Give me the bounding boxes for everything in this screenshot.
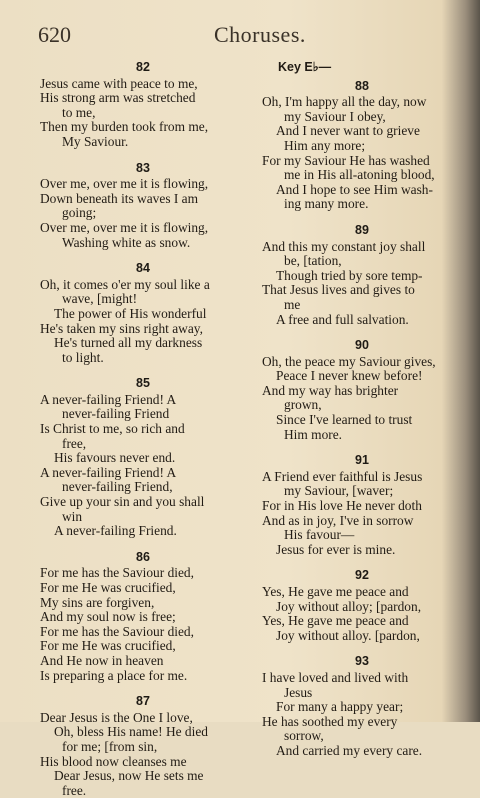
chorus-line: And this my constant joy shall bbox=[262, 238, 426, 254]
chorus-line: me bbox=[284, 296, 301, 312]
chorus-line: My sins are forgiven, bbox=[40, 594, 155, 610]
chorus-gap bbox=[262, 442, 462, 453]
chorus-number: 85 bbox=[136, 376, 150, 391]
chorus-line: Is Christ to me, so rich and bbox=[40, 421, 185, 437]
chorus-line: Oh, it comes o'er my soul like a bbox=[40, 276, 210, 292]
chorus-number: 90 bbox=[355, 338, 369, 353]
chorus-line: Jesus for ever is mine. bbox=[276, 541, 396, 557]
chorus-line: His favours never end. bbox=[54, 450, 176, 466]
chorus-line: For in His love He never doth bbox=[262, 498, 422, 514]
chorus-line: to light. bbox=[62, 349, 104, 365]
chorus-line: His favour— bbox=[284, 527, 355, 543]
right-column bbox=[262, 60, 462, 759]
chorus-line: Oh, the peace my Saviour gives, bbox=[262, 353, 436, 369]
chorus-line: my Saviour, [waver; bbox=[284, 483, 394, 499]
chorus-line: A free and full salvation. bbox=[276, 311, 409, 327]
chorus-87 bbox=[40, 694, 246, 798]
chorus-90 bbox=[262, 338, 462, 442]
chorus-line: Him more. bbox=[284, 426, 343, 442]
chorus-number: 93 bbox=[355, 654, 369, 669]
chorus-line: He's turned all my darkness bbox=[54, 335, 203, 351]
chorus-line: free, bbox=[62, 435, 87, 451]
chorus-83 bbox=[40, 161, 246, 251]
chorus-line: Yes, He gave me peace and bbox=[262, 613, 409, 629]
page-number: 620 bbox=[38, 22, 71, 47]
chorus-93 bbox=[262, 654, 462, 758]
chorus-line: For me He was crucified, bbox=[40, 580, 176, 595]
chorus-88 bbox=[262, 79, 462, 212]
chorus-line: Jesus came with peace to me, bbox=[40, 75, 198, 91]
chorus-line: My Saviour. bbox=[62, 133, 129, 149]
chorus-line: A never-failing Friend! A bbox=[40, 464, 177, 480]
chorus-line: Then my burden took from me, bbox=[40, 119, 209, 135]
chorus-line: And I never want to grieve bbox=[276, 123, 420, 139]
chorus-line: Washing white as snow. bbox=[62, 234, 191, 250]
chorus-number: 92 bbox=[355, 568, 369, 583]
chorus-gap bbox=[262, 212, 462, 223]
chorus-85 bbox=[40, 376, 246, 539]
chorus-line: Joy without alloy. [pardon, bbox=[276, 627, 420, 643]
chorus-line: Give up your sin and you shall bbox=[40, 494, 205, 510]
chorus-line: Him any more; bbox=[284, 137, 366, 153]
chorus-89 bbox=[262, 223, 462, 327]
chorus-line: Peace I never knew before! bbox=[276, 368, 423, 384]
chorus-line: The power of His wonderful bbox=[54, 305, 207, 321]
chorus-line: A never-failing Friend! A bbox=[40, 391, 177, 407]
chorus-line: And carried my every care. bbox=[276, 742, 423, 758]
right-column-body bbox=[262, 79, 462, 759]
chorus-line: wave, [might! bbox=[62, 291, 138, 307]
chorus-line: Over me, over me it is flowing, bbox=[40, 219, 209, 235]
chorus-line: And as in joy, I've in sorrow bbox=[262, 512, 414, 528]
chorus-number: 83 bbox=[136, 160, 150, 175]
chorus-number: 82 bbox=[136, 60, 150, 74]
chorus-line: I have loved and lived with bbox=[262, 669, 409, 685]
page-title: Choruses. bbox=[214, 22, 306, 47]
chorus-line: A never-failing Friend. bbox=[54, 523, 177, 539]
chorus-line: Since I've learned to trust bbox=[276, 412, 413, 428]
chorus-line: And I hope to see Him wash- bbox=[276, 181, 433, 197]
left-column bbox=[40, 60, 246, 798]
chorus-gap bbox=[40, 150, 246, 161]
chorus-line: Dear Jesus, now He sets me bbox=[54, 768, 204, 784]
chorus-line: never-failing Friend bbox=[62, 406, 170, 422]
chorus-line: me in His all-atoning blood, bbox=[284, 167, 435, 183]
chorus-line: Over me, over me it is flowing, bbox=[40, 176, 209, 192]
chorus-number: 91 bbox=[355, 453, 369, 468]
chorus-line: Oh, bless His name! He died bbox=[54, 724, 208, 740]
chorus-line: never-failing Friend, bbox=[62, 479, 173, 495]
chorus-line: For me has the Saviour died, bbox=[40, 623, 194, 639]
chorus-92 bbox=[262, 568, 462, 643]
chorus-gap bbox=[40, 365, 246, 376]
chorus-line: Down beneath its waves I am bbox=[40, 190, 199, 206]
chorus-line: And my way has brighter bbox=[262, 382, 399, 398]
chorus-line: to me, bbox=[62, 104, 96, 120]
chorus-line: For me has the Saviour died, bbox=[40, 565, 194, 581]
chorus-86 bbox=[40, 550, 246, 683]
chorus-line: And my soul now is free; bbox=[40, 609, 176, 625]
chorus-line: For my Saviour He has washed bbox=[262, 152, 430, 168]
chorus-line: Dear Jesus is the One I love, bbox=[40, 709, 193, 725]
chorus-number: 86 bbox=[136, 549, 150, 564]
key-signature: Key E♭— bbox=[278, 60, 332, 74]
chorus-line: He's taken my sins right away, bbox=[40, 320, 203, 336]
chorus-line: A Friend ever faithful is Jesus bbox=[262, 468, 423, 484]
chorus-line: win bbox=[62, 508, 83, 524]
chorus-gap bbox=[262, 557, 462, 568]
chorus-line: my Saviour I obey, bbox=[284, 108, 386, 124]
chorus-line: ing many more. bbox=[284, 196, 369, 212]
chorus-line: And He now in heaven bbox=[40, 652, 164, 668]
chorus-line: sorrow, bbox=[284, 728, 324, 744]
chorus-number: 87 bbox=[136, 694, 150, 709]
chorus-line: Joy without alloy; [pardon, bbox=[276, 598, 422, 614]
chorus-line: He has soothed my every bbox=[262, 713, 398, 729]
chorus-gap bbox=[40, 683, 246, 694]
chorus-line: Yes, He gave me peace and bbox=[262, 584, 409, 599]
chorus-line: free. bbox=[62, 782, 87, 798]
chorus-line: going; bbox=[62, 205, 97, 221]
chorus-number: 89 bbox=[355, 222, 369, 237]
chorus-line: Oh, I'm happy all the day, now bbox=[262, 94, 427, 110]
chorus-line: For many a happy year; bbox=[276, 699, 404, 715]
chorus-gap bbox=[262, 643, 462, 654]
chorus-gap bbox=[262, 327, 462, 338]
page-header bbox=[38, 22, 458, 52]
chorus-gap bbox=[40, 539, 246, 550]
chorus-line: His blood now cleanses me bbox=[40, 753, 187, 769]
chorus-line: Is preparing a place for me. bbox=[40, 667, 188, 683]
chorus-line: For me He was crucified, bbox=[40, 638, 176, 654]
chorus-line: grown, bbox=[284, 397, 322, 413]
chorus-line: His strong arm was stretched bbox=[40, 90, 196, 106]
chorus-line: be, [tation, bbox=[284, 253, 342, 269]
chorus-line: That Jesus lives and gives to bbox=[262, 282, 415, 298]
chorus-line: for me; [from sin, bbox=[62, 738, 158, 754]
chorus-line: Jesus bbox=[284, 684, 313, 700]
chorus-gap bbox=[40, 250, 246, 261]
chorus-number: 88 bbox=[355, 78, 369, 93]
chorus-number: 84 bbox=[136, 261, 150, 276]
chorus-84 bbox=[40, 261, 246, 365]
chorus-82 bbox=[40, 60, 246, 150]
chorus-91 bbox=[262, 453, 462, 557]
chorus-line: Though tried by sore temp- bbox=[276, 267, 423, 283]
